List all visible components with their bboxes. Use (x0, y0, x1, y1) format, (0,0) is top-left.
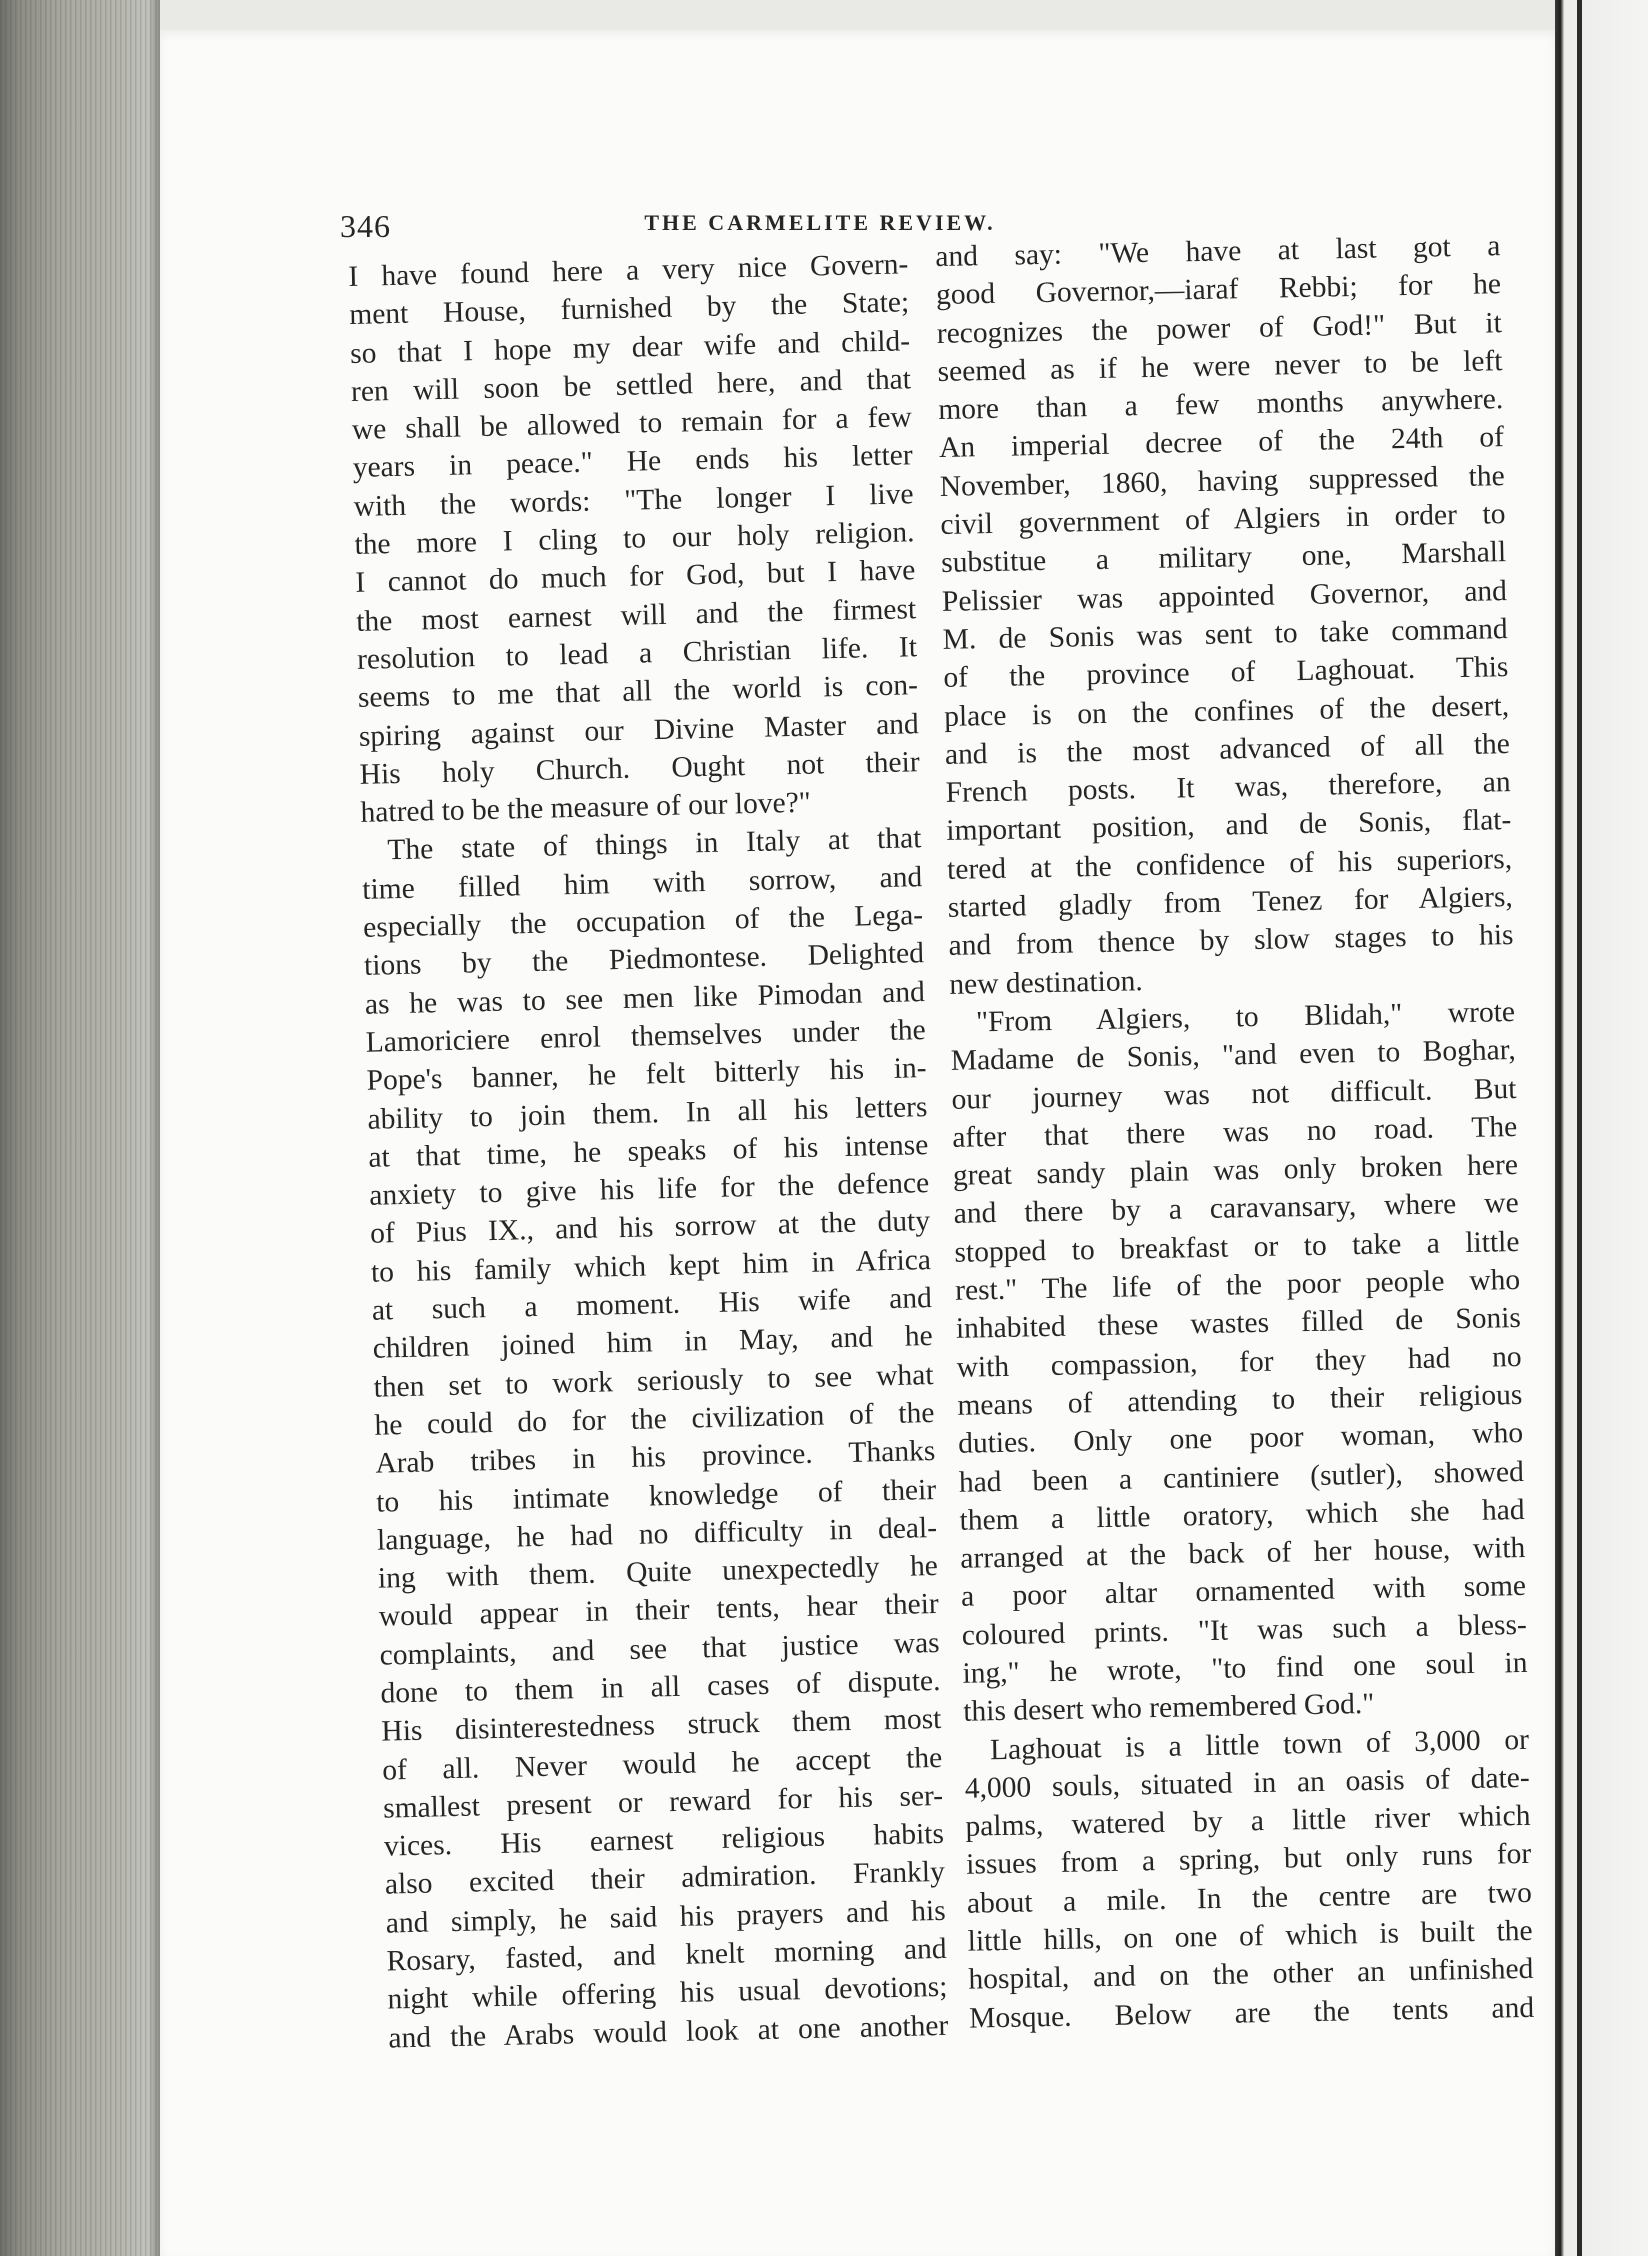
text-line: new destination. (949, 964, 1143, 1001)
facing-page-edge (1555, 0, 1648, 2256)
text-line: of the province of Laghouat. This (943, 651, 1509, 695)
text-line: Pope's banner, he felt bitterly his in- (366, 1052, 927, 1098)
text-line: about a mile. In the centre are two (966, 1876, 1533, 1920)
text-line: hatred to be the measure of our love?" (360, 786, 812, 830)
text-line: anxiety to give his life for the defence (368, 1167, 930, 1212)
text-line: ing," he wrote, "to find one soul in (962, 1646, 1528, 1690)
text-line: the more I cling to our holy religion. (354, 516, 915, 562)
text-line: them a little oratory, which she had (959, 1493, 1525, 1537)
text-line: children joined him in May, and he (372, 1320, 933, 1366)
text-line: tions by the Piedmontese. Delighted (363, 937, 925, 983)
left-text-column (348, 245, 949, 2057)
text-line: His disinterestedness struck them most (381, 1703, 942, 1748)
text-line: and say: "We have at last got a (935, 230, 1501, 273)
text-line: ren will soon be settled here, and that (350, 363, 912, 408)
text-line: tered at the confidence of his superiors, (946, 842, 1513, 886)
text-line: and the Arabs would look at one another (388, 2009, 949, 2055)
text-line: inhabited these wastes filled de Sonis (955, 1302, 1522, 1346)
text-line: years in peace." He ends his letter (352, 439, 913, 485)
text-line: done to them in all cases of dispute. (380, 1664, 941, 1710)
book-page-stack-edge (0, 0, 160, 2256)
text-line: we shall be allowed to remain for a few (351, 401, 913, 447)
text-line: 4,000 souls, situated in an oasis of date- (964, 1761, 1530, 1805)
text-line: at such a moment. His wife and (371, 1282, 933, 1327)
text-line: I have found here a very nice Govern- (348, 248, 909, 293)
text-line: time filled him with sorrow, and (361, 860, 923, 906)
text-line: ing with them. Quite unexpectedly he (377, 1550, 939, 1595)
text-line: night while offering his usual devotions; (387, 1971, 948, 2016)
text-line: the most earnest will and the firmest (355, 592, 917, 638)
text-line: with the words: "The longer I live (353, 478, 914, 523)
text-line: French posts. It was, therefore, an (945, 766, 1511, 810)
text-line: "From Algiers, to Blidah," wrote (975, 995, 1516, 1039)
text-line: with compassion, for they had no (956, 1340, 1522, 1384)
text-line: spiring against our Divine Master and (358, 707, 920, 753)
text-line: ability to join them. In all his letters (367, 1090, 928, 1136)
text-line: at that time, he speaks of his intense (368, 1128, 929, 1174)
text-line: of Pius IX., and his sorrow at the duty (369, 1205, 931, 1251)
text-line: means of attending to their religious (957, 1378, 1523, 1422)
text-line: complaints, and see that justice was (379, 1626, 940, 1672)
page-number: 346 (340, 208, 391, 244)
text-line: he could do for the civilization of the (374, 1396, 935, 1442)
text-line: so that I hope my dear wife and child- (349, 324, 911, 370)
text-line: recognizes the power of God!" But it (936, 306, 1503, 350)
text-line: M. de Sonis was sent to take command (942, 613, 1508, 656)
text-line: of all. Never would he accept the (381, 1741, 943, 1787)
text-line: to his family which kept him in Africa (370, 1243, 932, 1289)
text-line: resolution to lead a Christian life. It (356, 631, 918, 676)
running-title: THE CARMELITE REVIEW. (644, 210, 996, 235)
text-line: then set to work seriously to see what (373, 1358, 934, 1404)
text-line: duties. Only one poor woman, who (957, 1417, 1524, 1460)
right-text-column (935, 227, 1534, 2037)
text-line: and from thence by slow stages to his (948, 919, 1514, 963)
text-line: hospital, and on the other an unfinished (968, 1953, 1534, 1997)
text-line: and there by a caravansary, where we (953, 1187, 1519, 1231)
text-line: this desert who remembered God." (962, 1688, 1375, 1729)
text-line: seemed as if he were never to be left (937, 345, 1503, 388)
text-line: seems to me that all the world is con- (357, 669, 919, 715)
text-line: Pelissier was appointed Governor, and (941, 574, 1508, 618)
text-line: our journey was not difficult. But (951, 1072, 1517, 1116)
text-line: His holy Church. Ought not their (359, 746, 920, 791)
text-line: more than a few months anywhere. (937, 383, 1504, 427)
text-line: substitue a military one, Marshall (940, 536, 1507, 580)
text-line: important position, and de Sonis, flat- (946, 804, 1512, 848)
text-line: after that there was no road. The (951, 1110, 1518, 1154)
text-line: smallest present or reward for his ser- (382, 1779, 944, 1825)
text-line: Rosary, fasted, and knelt morning and (386, 1932, 947, 1978)
text-line: to his intimate knowledge of their (375, 1473, 937, 1519)
text-line: coloured prints. "It was such a bless- (961, 1608, 1528, 1652)
text-line: place is on the confines of the desert, (943, 689, 1510, 733)
text-line: and is the most advanced of all the (944, 727, 1511, 771)
text-line: Lamoriciere enrol themselves under the (365, 1014, 927, 1059)
text-line: ment House, furnished by the State; (348, 286, 910, 332)
text-line: and simply, he said his prayers and his (385, 1894, 947, 1940)
text-line: a poor altar ornamented with some (960, 1570, 1527, 1614)
text-line: great sandy plain was only broken here (952, 1149, 1519, 1192)
text-line: good Governor,—iaraf Rebbi; for he (935, 268, 1502, 312)
text-line: stopped to breakfast or to take a little (954, 1225, 1520, 1269)
text-line: Madame de Sonis, "and even to Boghar, (950, 1034, 1517, 1078)
text-line: The state of things in Italy at that (387, 822, 922, 867)
text-line: rest." The life of the poor people who (954, 1263, 1521, 1307)
text-line: civil government of Algiers in order to (940, 498, 1506, 542)
text-line: had been a cantiniere (sutler), showed (958, 1455, 1525, 1499)
text-line: also excited their admiration. Frankly (384, 1856, 946, 1902)
text-line: An imperial decree of the 24th of (938, 421, 1505, 465)
text-line: vices. His earnest religious habits (383, 1818, 945, 1863)
text-line: I cannot do much for God, but I have (355, 554, 916, 600)
text-line: issues from a spring, but only runs for (965, 1838, 1532, 1882)
text-line: Mosque. Below are the tents and (968, 1991, 1535, 2035)
text-line: especially the occupation of the Lega- (362, 899, 924, 944)
text-line: started gladly from Tenez for Algiers, (947, 881, 1514, 924)
text-line: would appear in their tents, hear their (378, 1588, 940, 1634)
text-line: palms, watered by a little river which (965, 1800, 1531, 1843)
text-line: little hills, on one of which is built the (967, 1914, 1533, 1958)
text-line: language, he had no difficulty in deal- (376, 1511, 938, 1557)
text-line: as he was to see men like Pimodan and (364, 975, 926, 1021)
text-line: November, 1860, having suppressed the (939, 459, 1505, 503)
text-line: Arab tribes in his province. Thanks (375, 1435, 936, 1480)
text-line: arranged at the back of her house, with (960, 1532, 1526, 1575)
text-line: Laghouat is a little town of 3,000 or (989, 1723, 1530, 1766)
